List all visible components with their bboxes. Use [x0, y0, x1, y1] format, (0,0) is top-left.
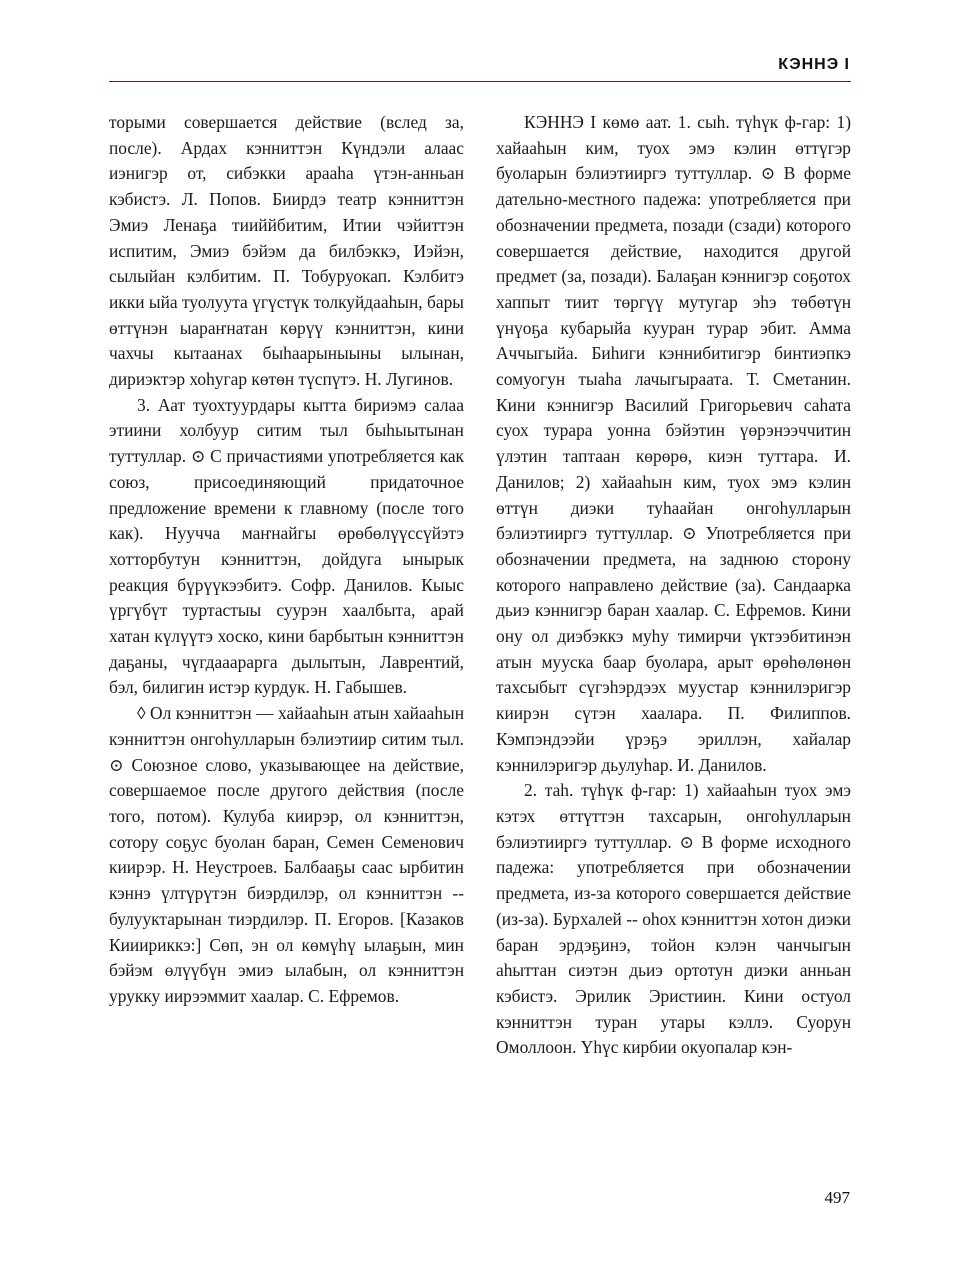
header-rule	[109, 81, 851, 82]
sense-3: 3. Аат туохтуурдары кытта бириэмэ салаа этиини холбуур ситим тыл быһыытынан туттуллар. ⊙ С причастиями употребляется как союз, присоединяющий придаточное предложение времени к главному (после того как). Нуучча маҥнайгы өрөбөлүүссүйэтэ хотторбутун кэнниттэн, дойдуга ынырык реакция бүрүүкээбитэ. Софр. Данилов. Кыыс үргүбүт туртастыы суурэн хаалбыта, арай хатан күлүүтэ хоско, кини барбытын кэнниттэн даҕаны, чүгдааарарга дылытын, Лаврентий, бэл, билигин истэр курдук. Н. Габышев.	[109, 394, 464, 698]
right-column	[496, 110, 851, 1061]
running-head: КЭННЭ I	[778, 56, 850, 73]
idiom-ol-kennitten: ◊ Ол кэнниттэн — хайааһын атын хайааһын кэнниттэн онгоһулларын бэлиэтиир ситим тыл. ⊙ Союзное слово, указывающее на действие, совершаемое после другого действия (после того, потом). Кулуба киирэр, ол кэнниттэн, сотору соҕус буолан баран, Семен Семенович киирэр. Н. Неустроев. Балбааҕы саас ырбитин кэннэ үлтүрүтэн биэрдилэр, ол кэнниттэн -- булууктарынан тиэрдилэр. П. Егоров. [Казаков Кииириккэ:] Сөп, эн ол көмүһү ылаҕын, мин бэйэм өлүүбүн эмиэ ылабын, ол кэнниттэн урукку иирээммит хаалар. С. Ефремов.	[109, 703, 464, 1006]
page-number: 497	[824, 1188, 850, 1207]
sense-2: 2. таһ. түһүк ф-гар: 1) хайааһын туох эмэ кэтэх өттүттэн тахсарын, онгоһулларын бэлиэтииргэ туттуллар. ⊙ В форме исходного падежа: употребляется при обозначении предмета, из-за которого совершается действие (из-за). Бурхалей -- оһох кэнниттэн хотон диэки баран эрдэҕинэ, тойон кэлэн чанчыгын аһыттан сиэтэн дьиэ ортотун диэки анньан кэбистэ. Эрилик Эристиин. Кини остуол кэнниттэн туран утары кэллэ. Суорун Омоллоон. Үһүс кирбии окуопалар кэн-	[496, 780, 851, 1058]
left-column	[109, 110, 464, 1010]
entry-continuation: торыми совершается действие (вслед за, после). Ардах кэнниттэн Күндэли алаас иэнигэр от, сибэкки арааһа үтэн-анньан кэбистэ. Л. Попов. Биирдэ театр кэнниттэн Эмиэ Ленаҕа тииййбитим, Итии чэйиттэн испитим, Эмиэ бэйэм да билбэккэ, Иэйэн, сылыйан кэлбитим. П. Тобуруокап. Кэлбитэ икки ыйа туолуута үгүстүк толкуйдааһын, бары өттүнэн ыараҥнатан көрүү кэнниттэн, кини чахчы кытаанах быһаарыныыны ылынан, дириэктэр хоһугар көтөн түспүтэ. Н. Лугинов.	[109, 112, 464, 390]
entry-kenne: КЭННЭ I көмө аат. 1. сыһ. түһүк ф-гар: 1) хайааһын ким, туох эмэ кэлин өттүгэр буоларын бэлиэтииргэ туттуллар. ⊙ В форме дательно-местного падежа: употребляется при обозначении предмета, позади (сзади) которого совершается действие, находится другой предмет (за, позади). Балаҕан кэннигэр соҕотох хаппыт тиит төргүү мутугар эһэ төбөтүн үнүоҕа кубарыйа кууран турар эбит. Амма Аччыгыйа. Биһиги кэннибитигэр бинтиэпкэ сомуогун тыаһа лачыгыраата. Т. Сметанин. Кини кэннигэр Василий Григорьевич саһата суох турара уонна бэйэтин үөрэнээччитин үлэтин таптаан көрөрө, киэн туттара. И. Данилов; 2) хайааһын ким, туох эмэ кэлин өттүн диэки туһаайан онгоһулларын бэлиэтииргэ туттуллар. ⊙ Употребляется при обозначении предмета, на заднюю сторону которого направлено действие (за). Сандаарка дьиэ кэннигэр баран хаалар. С. Ефремов. Кини ону ол диэбэккэ муһу тимирчи үктээбитинэн атын мууска баар буолара, арыт өрөһөлөнөн тахсыбыт сүгэһэрдээх муустар кэннилэригэр киирэн сүтэн хаалара. П. Филиппов. Кэмпэндээйи үрэҕэ эриллэн, хайалар кэннилэригэр дьулуһар. И. Данилов.	[496, 112, 851, 775]
